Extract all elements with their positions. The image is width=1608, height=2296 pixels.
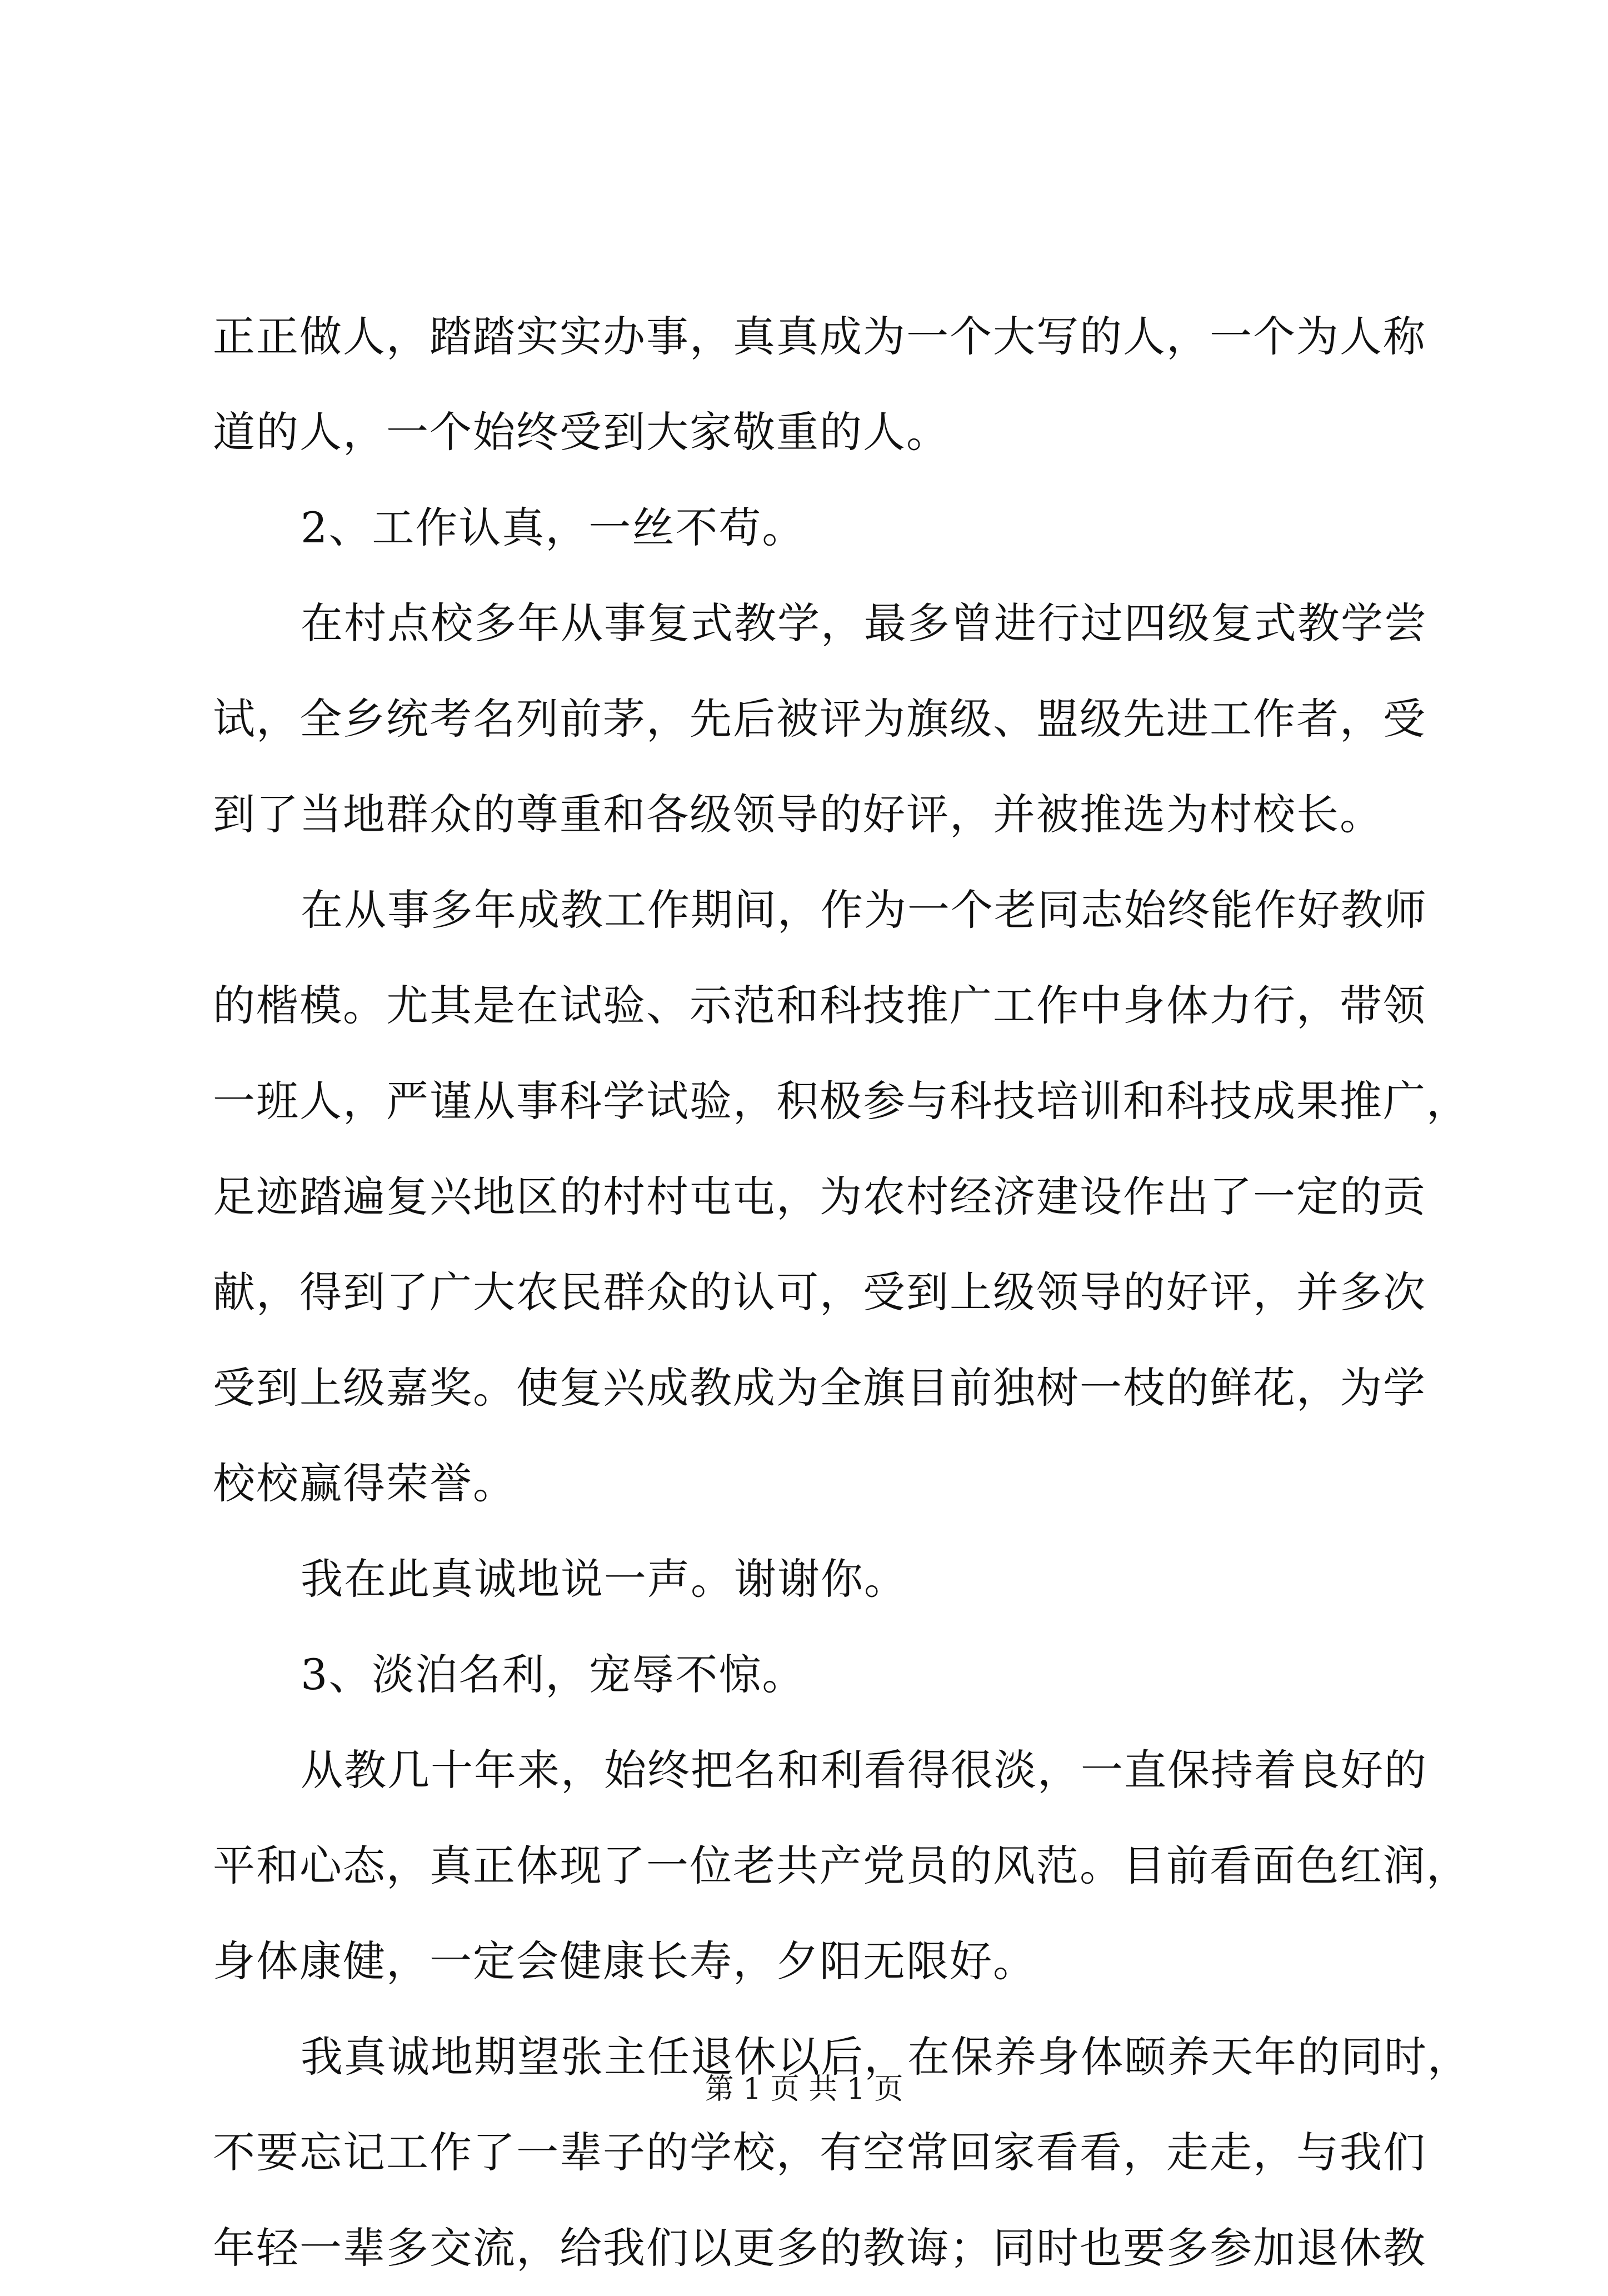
- text-line: 足迹踏遍复兴地区的村村屯屯，为农村经济建设作出了一定的贡: [213, 1172, 1426, 1221]
- text-line: 年轻一辈多交流，给我们以更多的教诲；同时也要多参加退休教: [213, 2223, 1426, 2273]
- text-line: 不要忘记工作了一辈子的学校，有空常回家看看，走走，与我们: [213, 2128, 1426, 2177]
- page-footer: 第 1 页 共 1 页: [705, 2073, 903, 2106]
- text-line: 身体康健，一定会健康长寿，夕阳无限好。: [213, 1936, 1036, 1986]
- text-line: 在从事多年成教工作期间，作为一个老同志始终能作好教师: [301, 885, 1427, 935]
- text-line: 正正做人，踏踏实实办事，真真成为一个大写的人，一个为人称: [213, 312, 1426, 361]
- text-line: 的楷模。尤其是在试验、示范和科技推广工作中身体力行，带领: [213, 981, 1426, 1030]
- text-line: 从教几十年来，始终把名和利看得很淡，一直保持着良好的: [301, 1745, 1427, 1795]
- document-body: [213, 289, 1471, 2296]
- text-line: 献，得到了广大农民群众的认可，受到上级领导的好评，并多次: [213, 1267, 1426, 1317]
- text-line: 2、工作认真，一丝不苟。: [301, 503, 806, 552]
- text-line: 我在此真诚地说一声。谢谢你。: [301, 1554, 907, 1604]
- text-line: 道的人，一个始终受到大家敬重的人。: [213, 407, 950, 457]
- text-line: 在村点校多年从事复式教学，最多曾进行过四级复式教学尝: [301, 598, 1427, 648]
- text-line: 到了当地群众的尊重和各级领导的好评，并被推选为村校长。: [213, 790, 1383, 839]
- text-line: 试，全乡统考名列前茅，先后被评为旗级、盟级先进工作者，受: [213, 694, 1426, 743]
- text-line: 受到上级嘉奖。使复兴成教成为全旗目前独树一枝的鲜花，为学: [213, 1363, 1426, 1412]
- text-line: 校校赢得荣誉。: [213, 1459, 516, 1508]
- text-line: 3、淡泊名利，宠辱不惊。: [301, 1650, 806, 1699]
- text-line: 平和心态，真正体现了一位老共产党员的风范。目前看面色红润，: [213, 1841, 1470, 1890]
- text-line: 我真诚地期望张主任退休以后，在保养身体颐养天年的同时，: [301, 2032, 1471, 2082]
- text-line: 一班人，严谨从事科学试验，积极参与科技培训和科技成果推广，: [213, 1076, 1470, 1126]
